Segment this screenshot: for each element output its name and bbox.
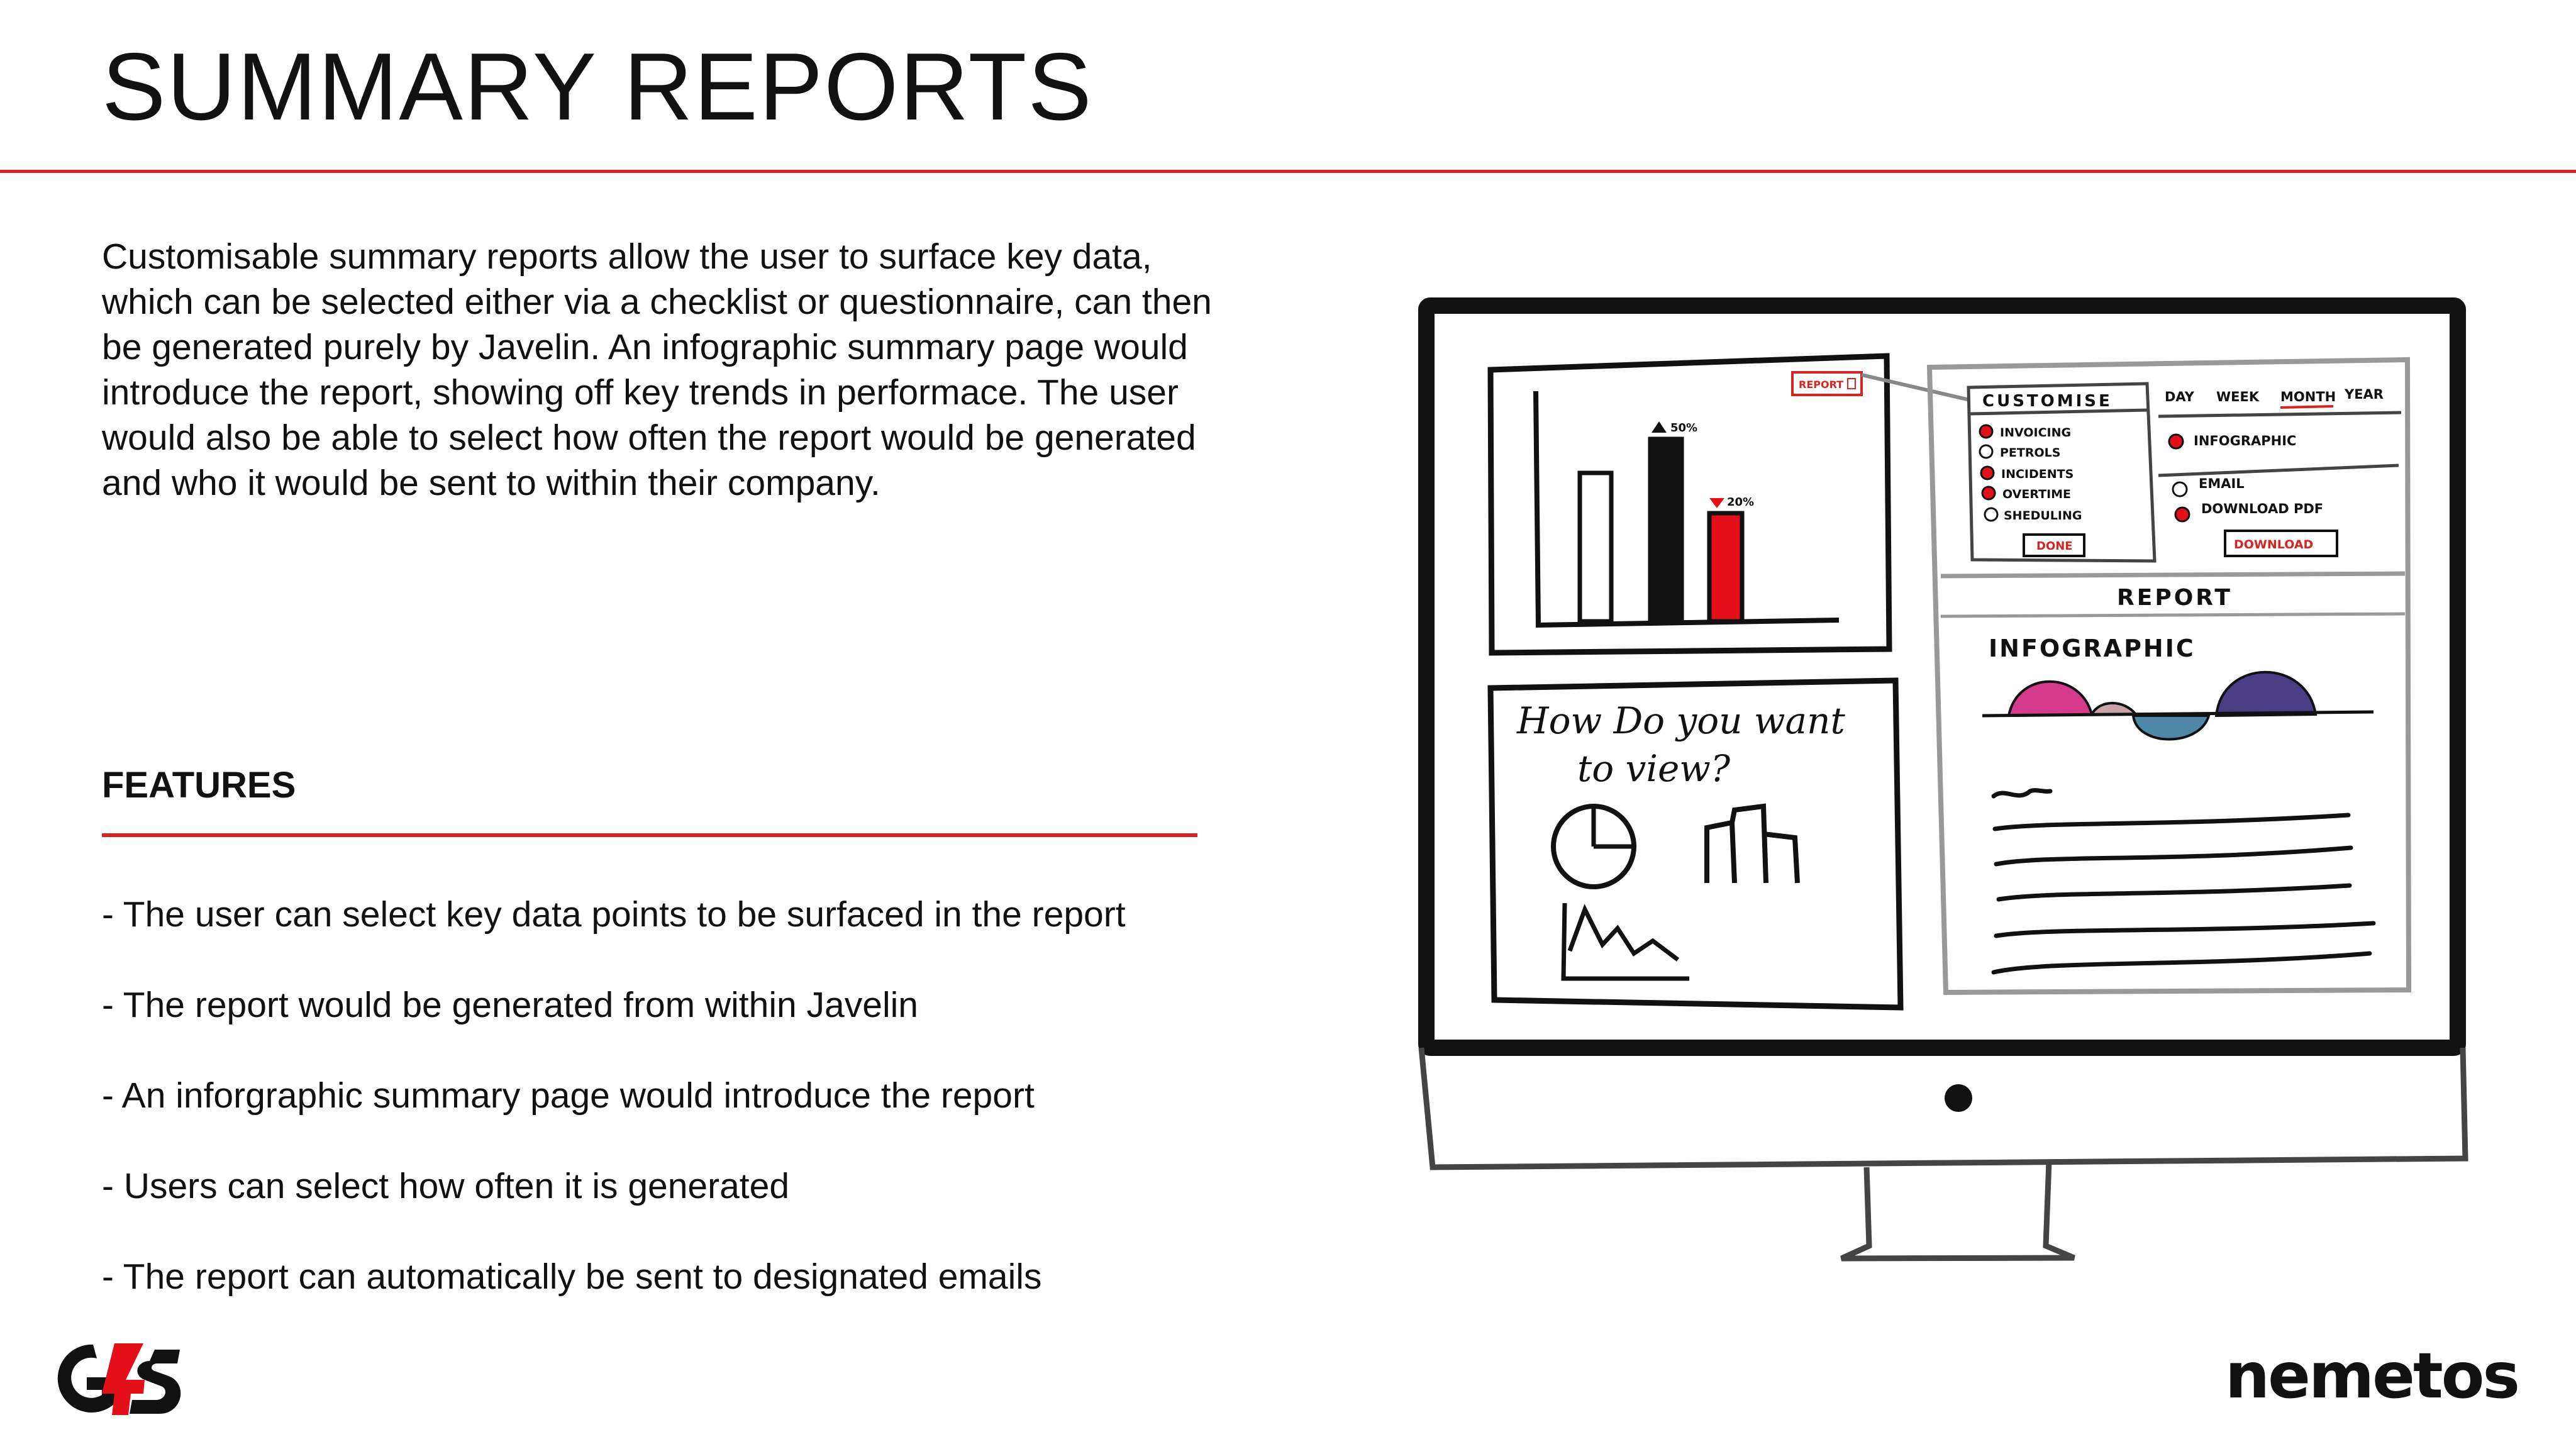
- done-button-label: DONE: [2036, 540, 2073, 553]
- feature-item: - The report would be generated from within Javelin: [102, 985, 918, 1025]
- monitor-chin: [1421, 1048, 2465, 1167]
- features-list: [102, 892, 1234, 1345]
- checkbox-petrols[interactable]: [1980, 445, 1992, 458]
- customise-title: CUSTOMISE: [1982, 392, 2112, 411]
- chart-bar-red: [1709, 513, 1742, 621]
- chart-label-down: 20%: [1727, 496, 1755, 509]
- option-sheduling: SHEDULING: [2004, 509, 2082, 523]
- trend-down-icon: [1709, 498, 1724, 508]
- chart-bar-white: [1580, 473, 1611, 621]
- checkbox-incidents[interactable]: [1981, 467, 1994, 479]
- question-line-2: to view?: [1577, 747, 1731, 790]
- pie-chart-icon: [1553, 806, 1634, 887]
- g4s-logo: [49, 1338, 184, 1420]
- format-infographic: INFOGRAPHIC: [2194, 433, 2297, 448]
- radio-email[interactable]: [2173, 482, 2187, 496]
- period-year[interactable]: YEAR: [2345, 387, 2384, 402]
- bar-chart-panel: [1491, 356, 1970, 653]
- report-preview-panel: [1941, 574, 2405, 972]
- monitor-stand: [1841, 1161, 2074, 1258]
- checkbox-invoicing[interactable]: [1980, 425, 1992, 438]
- period-month[interactable]: MONTH: [2280, 389, 2336, 404]
- report-button-label: REPORT: [1799, 379, 1844, 391]
- report-preview-title: REPORT: [2117, 585, 2233, 611]
- questionnaire-panel: [1491, 680, 1901, 1008]
- feature-item: - An inforgraphic summary page would introduce the report: [102, 1075, 1035, 1116]
- report-text-lines: [1994, 791, 2373, 972]
- infographic-label: INFOGRAPHIC: [1989, 635, 2196, 662]
- download-button-label: DOWNLOAD: [2234, 538, 2314, 552]
- features-heading: FEATURES: [102, 765, 296, 806]
- question-line-1: How Do you want: [1517, 699, 1845, 742]
- delivery-email: EMAIL: [2199, 476, 2245, 491]
- option-overtime: OVERTIME: [2002, 487, 2072, 501]
- feature-item: - The user can select key data points to be surfaced in the report: [102, 894, 1126, 935]
- features-divider: [102, 833, 1197, 837]
- title-divider: [0, 170, 2576, 173]
- monitor-camera-dot: [1945, 1084, 1972, 1112]
- checkbox-overtime[interactable]: [1982, 487, 1995, 499]
- line-chart-icon: [1563, 903, 1689, 979]
- trend-up-icon: [1652, 421, 1667, 433]
- radio-infographic[interactable]: [2169, 435, 2183, 448]
- page-title: SUMMARY REPORTS: [102, 33, 1093, 140]
- bar-chart-icon: [1707, 806, 1797, 883]
- feature-item: - Users can select how often it is generated: [102, 1166, 790, 1206]
- period-day[interactable]: DAY: [2165, 389, 2194, 404]
- chart-bar-black: [1650, 439, 1682, 621]
- intro-paragraph: Customisable summary reports allow the user to surface key data, which can be selected either via a checklist or questionnaire, can then be generated purely by Javelin. An infographic summary page would introduce the report, showing off key trends in performace. The user would also be able to select how often the report would be generated and who it would be sent to within their company.: [102, 236, 1212, 503]
- option-incidents: INCIDENTS: [2001, 467, 2074, 481]
- radio-download-pdf[interactable]: [2175, 508, 2189, 521]
- chart-label-up: 50%: [1670, 421, 1698, 435]
- monitor-sketch-illustration: [1414, 280, 2483, 1274]
- checkbox-sheduling[interactable]: [1985, 508, 1997, 521]
- option-invoicing: INVOICING: [2000, 426, 2072, 440]
- option-petrols: PETROLS: [2000, 446, 2061, 460]
- delivery-download-pdf: DOWNLOAD PDF: [2201, 501, 2324, 516]
- nemetos-logo: nemetos: [2224, 1339, 2518, 1413]
- infographic-wave-graphic: [1982, 672, 2373, 740]
- period-week[interactable]: WEEK: [2216, 389, 2260, 404]
- feature-item: - The report can automatically be sent to designated emails: [102, 1257, 1042, 1297]
